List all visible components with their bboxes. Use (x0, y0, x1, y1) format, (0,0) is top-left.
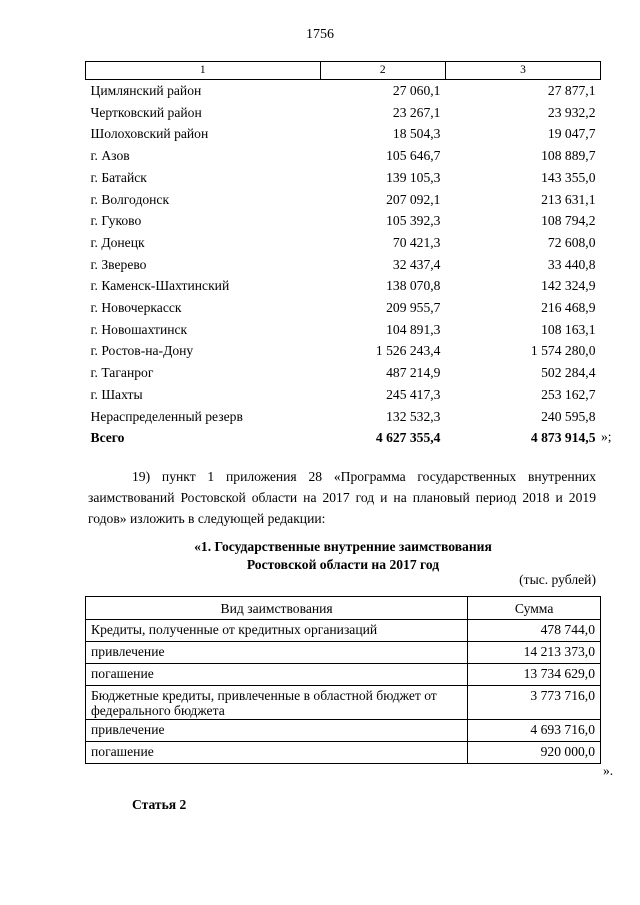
row-name: г. Гуково (90, 213, 142, 229)
row-value-2017: 209 955,7 (386, 300, 441, 316)
table-row (86, 123, 601, 145)
page-number: 1756 (306, 27, 334, 42)
table2-closing-quote: ». (603, 763, 614, 778)
row-name: г. Каменск-Шахтинский (90, 278, 230, 294)
table-row (86, 210, 601, 232)
row-value-2017: 105 646,7 (386, 148, 441, 164)
row-value-2017: 1 526 243,4 (375, 343, 441, 359)
table-row (86, 167, 601, 189)
row-name: г. Азов (90, 148, 130, 164)
column-header-kind: Вид заимствования (86, 597, 468, 620)
row-kind: привлечение (86, 642, 468, 664)
row-value-2017: 132 532,3 (386, 408, 441, 424)
amendment-text: 19) пункт 1 приложения 28 «Программа государственных внутренних заимствований Ростовской области на 2017 год и на плановый период 2018 и 2019 годов» изложить в следующей редакции: (88, 469, 596, 526)
row-value-2018: 108 163,1 (541, 321, 596, 337)
table-header-row (86, 597, 601, 620)
row-name: г. Батайск (90, 169, 147, 185)
table-row (86, 742, 601, 764)
table-row (86, 275, 601, 297)
table-row (86, 145, 601, 167)
table-row (86, 686, 601, 720)
row-name: г. Новошахтинск (90, 321, 188, 337)
table-row (86, 362, 601, 384)
table-row (86, 232, 601, 254)
row-value-2018: 142 324,9 (541, 278, 596, 294)
row-name: г. Таганрог (90, 365, 154, 381)
borrowing-table (85, 596, 601, 764)
column-header-2: 2 (320, 62, 445, 80)
row-value-2018: 253 162,7 (541, 386, 596, 402)
row-name: Шолоховский район (90, 126, 209, 142)
table1-closing-quote: »; (601, 429, 612, 444)
row-name: Нераспределенный резерв (90, 408, 243, 424)
row-value-2017: 70 421,3 (392, 234, 441, 250)
table-row (86, 620, 601, 642)
table-row (86, 254, 601, 276)
table-row (86, 720, 601, 742)
total-value-2017: 4 627 355,4 (375, 430, 441, 446)
row-value-2017: 27 060,1 (392, 83, 441, 98)
table-row (86, 340, 601, 362)
row-value-2017: 32 437,4 (392, 256, 441, 272)
table-row (86, 319, 601, 341)
row-sum: 920 000,0 (468, 742, 601, 764)
row-value-2018: 240 595,8 (541, 408, 596, 424)
row-value-2017: 105 392,3 (386, 213, 441, 229)
table-row (86, 406, 601, 428)
row-value-2017: 23 267,1 (392, 104, 441, 120)
column-header-sum: Сумма (468, 597, 601, 620)
table-row (86, 80, 601, 102)
article-heading: Статья 2 (132, 797, 187, 812)
row-value-2017: 104 891,3 (386, 321, 441, 337)
table-row (86, 297, 601, 319)
row-value-2018: 108 889,7 (541, 148, 596, 164)
row-value-2018: 216 468,9 (541, 300, 596, 316)
row-kind: погашение (86, 664, 468, 686)
column-header-3: 3 (445, 62, 600, 80)
section-title-line-2: Ростовской области на 2017 год (246, 557, 440, 572)
row-value-2017: 487 214,9 (386, 365, 441, 381)
row-sum: 13 734 629,0 (468, 664, 601, 686)
row-value-2017: 18 504,3 (392, 126, 441, 142)
row-name: Чертковский район (90, 104, 202, 120)
row-value-2017: 245 417,3 (386, 386, 441, 402)
row-sum: 4 693 716,0 (468, 720, 601, 742)
row-sum: 3 773 716,0 (468, 686, 601, 720)
row-value-2018: 19 047,7 (547, 126, 596, 142)
row-name: г. Шахты (90, 386, 143, 402)
row-value-2018: 23 932,2 (547, 104, 596, 120)
row-value-2017: 207 092,1 (386, 191, 441, 207)
unit-label: (тыс. рублей) (519, 572, 596, 587)
row-kind: Бюджетные кредиты, привлеченные в областной бюджет от федерального бюджета (86, 686, 468, 720)
row-name: г. Волгодонск (90, 191, 170, 207)
column-header-1: 1 (86, 62, 321, 80)
row-kind: Кредиты, полученные от кредитных организаций (86, 620, 468, 642)
row-sum: 14 213 373,0 (468, 642, 601, 664)
section-title-line-1: «1. Государственные внутренние заимствования (194, 539, 492, 554)
total-value-2018: 4 873 914,5 (530, 430, 596, 446)
total-row (86, 427, 601, 449)
table-row (86, 664, 601, 686)
row-name: г. Ростов-на-Дону (90, 343, 194, 359)
row-value-2017: 138 070,8 (386, 278, 441, 294)
row-value-2018: 72 608,0 (547, 234, 596, 250)
total-label: Всего (90, 430, 125, 446)
row-value-2018: 143 355,0 (541, 169, 596, 185)
row-value-2018: 213 631,1 (541, 191, 596, 207)
row-kind: погашение (86, 742, 468, 764)
table-row (86, 102, 601, 124)
row-value-2018: 33 440,8 (547, 256, 596, 272)
table-row (86, 642, 601, 664)
row-value-2018: 108 794,2 (541, 213, 596, 229)
row-value-2018: 27 877,1 (547, 83, 596, 98)
table-row (86, 189, 601, 211)
table-header-row (86, 62, 601, 80)
row-value-2017: 139 105,3 (386, 169, 441, 185)
row-name: г. Донецк (90, 234, 145, 250)
row-value-2018: 1 574 280,0 (530, 343, 596, 359)
row-name: г. Новочеркасск (90, 300, 182, 316)
amendment-paragraph (88, 466, 596, 529)
section-title (85, 538, 601, 574)
row-value-2018: 502 284,4 (541, 365, 596, 381)
allocation-table (85, 61, 601, 449)
row-kind: привлечение (86, 720, 468, 742)
row-sum: 478 744,0 (468, 620, 601, 642)
row-name: г. Зверево (90, 256, 147, 272)
row-name: Цимлянский район (90, 83, 202, 98)
table-row (86, 384, 601, 406)
